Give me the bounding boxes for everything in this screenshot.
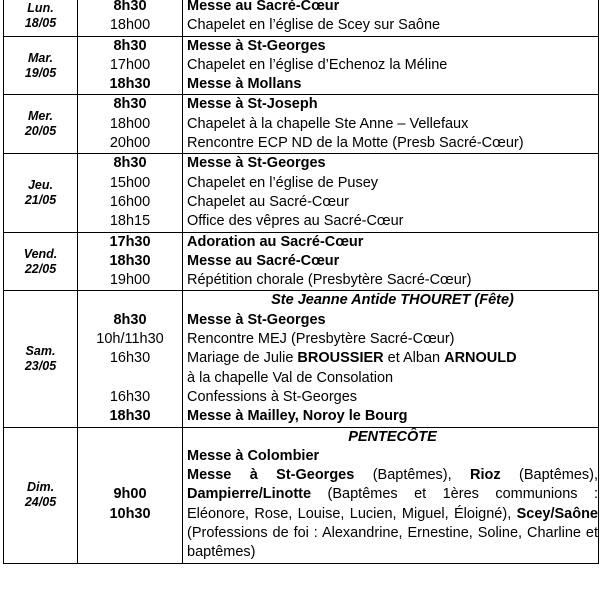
day-date: 21/05	[24, 192, 57, 207]
event-text: Messe au Sacré-Cœur	[187, 252, 340, 269]
day-cell	[4, 36, 78, 95]
event-text: Messe à Mollans	[187, 76, 302, 93]
event-time: 17h00	[109, 56, 151, 73]
event-line	[187, 75, 598, 94]
events-cell	[183, 427, 599, 563]
event-text: Office des vêpres au Sacré-Cœur	[187, 213, 404, 230]
time-spacer	[78, 291, 182, 310]
day-name: Sam.	[25, 343, 56, 358]
event-time: 18h30	[109, 252, 151, 269]
event-text: Confessions à St-Georges	[187, 388, 358, 405]
event-line	[187, 271, 598, 290]
day-row	[4, 95, 599, 154]
event-line	[187, 447, 598, 466]
day-date: 24/05	[24, 495, 57, 510]
times-cell	[78, 95, 183, 154]
event-line	[187, 388, 598, 407]
day-row	[4, 291, 599, 427]
event-text: ARNOULD	[444, 350, 517, 367]
events-cell	[183, 0, 599, 36]
event-line	[187, 174, 598, 193]
day-cell	[4, 0, 78, 36]
event-line	[187, 233, 598, 252]
times-cell	[78, 291, 183, 427]
event-text: Chapelet au Sacré-Cœur	[187, 193, 349, 210]
day-row	[4, 154, 599, 232]
event-time	[78, 369, 182, 388]
event-line	[187, 330, 598, 349]
event-time: 8h30	[113, 0, 147, 14]
event-line	[187, 407, 598, 426]
day-name: Lun.	[27, 1, 54, 16]
event-text: Messe au Sacré-Cœur	[187, 0, 340, 14]
day-date: 19/05	[24, 65, 57, 80]
event-text: Chapelet en l’église d’Echenoz la Méline	[187, 56, 448, 73]
day-cell	[4, 232, 78, 291]
event-text: (Baptêmes),	[354, 467, 471, 484]
feast-title: Ste Jeanne Antide THOURET (Fête)	[271, 292, 514, 309]
event-time: 8h30	[113, 37, 147, 54]
day-cell	[4, 154, 78, 232]
event-line	[187, 16, 598, 35]
event-text: Rencontre MEJ (Presbytère Sacré-Cœur)	[187, 331, 455, 348]
event-line	[187, 95, 598, 114]
event-text: Chapelet en l’église de Scey sur Saône	[187, 17, 441, 34]
event-text: Scey/Saône	[516, 505, 598, 522]
day-date: 18/05	[24, 16, 57, 31]
times-cell	[78, 154, 183, 232]
event-line	[187, 369, 598, 388]
event-time: 16h30	[109, 350, 151, 367]
event-text: Messe à St-Georges	[187, 467, 355, 484]
event-time: 8h30	[113, 96, 147, 113]
event-time: 9h00	[113, 486, 147, 503]
event-line	[187, 0, 598, 16]
event-text: Messe à Colombier	[187, 447, 320, 464]
event-time: 18h00	[109, 17, 151, 34]
event-time: 18h30	[109, 76, 151, 93]
times-cell	[78, 36, 183, 95]
event-text: et Alban	[383, 350, 445, 367]
event-text: Dampierre/Linotte	[187, 486, 312, 503]
event-text: Messe à St-Georges	[187, 155, 326, 172]
event-line	[187, 349, 598, 368]
event-line	[187, 37, 598, 56]
event-line	[187, 212, 598, 231]
event-line	[187, 134, 598, 153]
day-row	[4, 36, 599, 95]
event-time: 10h30	[109, 505, 151, 522]
event-line	[187, 311, 598, 330]
feast-title: PENTECÔTE	[348, 428, 437, 445]
day-row	[4, 427, 599, 563]
time-spacer	[78, 466, 182, 485]
times-cell	[78, 232, 183, 291]
event-line	[187, 154, 598, 173]
event-time: 20h00	[109, 135, 151, 152]
event-text: à la chapelle Val de Consolation	[187, 369, 394, 386]
day-name: Mer.	[27, 109, 53, 124]
day-date: 22/05	[24, 261, 57, 276]
event-text: Messe à St-Georges	[187, 37, 326, 54]
day-cell	[4, 291, 78, 427]
event-time: 19h00	[109, 272, 151, 289]
day-name: Mar.	[27, 50, 53, 65]
day-name: Vend.	[23, 246, 58, 261]
times-cell	[78, 0, 183, 36]
event-line	[187, 193, 598, 212]
day-name: Jeu.	[27, 177, 53, 192]
event-time: 18h00	[109, 115, 151, 132]
event-time: 18h30	[109, 408, 151, 425]
event-time: 17h30	[109, 233, 151, 250]
event-time: 15h00	[109, 174, 151, 191]
day-name: Dim.	[26, 480, 55, 495]
event-text: (Baptêmes et 1ères communions : Eléonore, Rose, Louise, Lucien, Miguel, Éloigné),	[187, 486, 598, 522]
event-text: Rioz	[470, 467, 501, 484]
event-text: Messe à St-Joseph	[187, 96, 318, 113]
event-text: Messe à St-Georges	[187, 311, 326, 328]
event-text: Messe à Mailley, Noroy le Bourg	[187, 408, 408, 425]
event-line	[187, 252, 598, 271]
day-date: 20/05	[24, 124, 57, 139]
event-time: 10h/11h30	[96, 331, 164, 348]
day-date: 23/05	[24, 358, 57, 373]
event-line	[187, 466, 598, 562]
day-row	[4, 232, 599, 291]
event-time: 16h00	[109, 193, 151, 210]
events-cell	[183, 291, 599, 427]
day-cell	[4, 427, 78, 563]
event-text: (Baptêmes),	[500, 467, 599, 484]
events-cell	[183, 154, 599, 232]
events-cell	[183, 36, 599, 95]
events-cell	[183, 232, 599, 291]
event-text: Chapelet à la chapelle Ste Anne – Vellefaux	[187, 115, 469, 132]
event-line	[187, 115, 598, 134]
event-text: Rencontre ECP ND de la Motte (Presb Sacré-Cœur)	[187, 135, 524, 152]
day-cell	[4, 95, 78, 154]
event-text: Mariage de Julie	[187, 350, 298, 367]
event-text: (Professions de foi : Alexandrine, Ernestine, Soline, Charline et baptêmes)	[187, 525, 598, 561]
event-text: BROUSSIER	[297, 350, 384, 367]
schedule-table	[3, 0, 599, 564]
event-line	[187, 56, 598, 75]
event-time: 18h15	[109, 213, 151, 230]
events-cell	[183, 95, 599, 154]
event-time: 8h30	[113, 311, 147, 328]
event-text: Adoration au Sacré-Cœur	[187, 233, 364, 250]
event-text: Répétition chorale (Presbytère Sacré-Cœur)	[187, 272, 472, 289]
event-text: Chapelet en l’église de Pusey	[187, 174, 379, 191]
event-time: 16h30	[109, 388, 151, 405]
day-row	[4, 0, 599, 36]
times-cell	[78, 427, 183, 563]
event-time: 8h30	[113, 155, 147, 172]
